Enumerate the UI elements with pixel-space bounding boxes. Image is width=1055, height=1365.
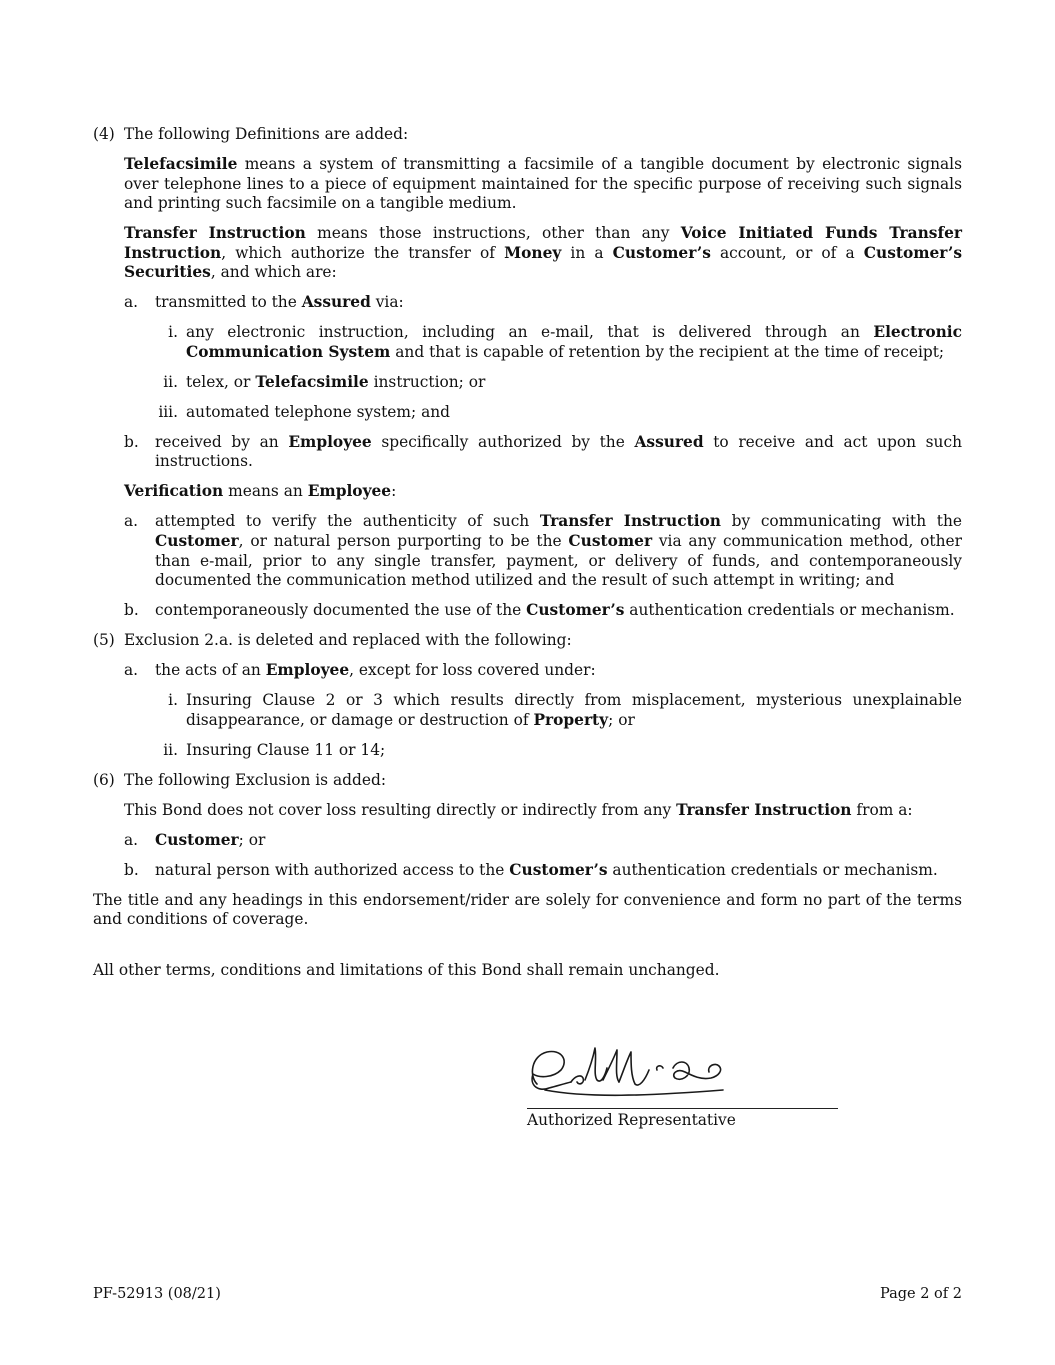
- list-item-transfer-a-iii: iii. automated telephone system; and: [158, 402, 451, 421]
- signature-label: Authorized Representative: [527, 1111, 736, 1129]
- list-item-exclusion-a-ii: ii. Insuring Clause 11 or 14;: [163, 740, 386, 759]
- footer-form-number: PF-52913 (08/21): [93, 1286, 221, 1302]
- unchanged-note: All other terms, conditions and limitations of this Bond shall remain unchanged.: [93, 960, 720, 979]
- section-5-intro: Exclusion 2.a. is deleted and replaced with the following:: [124, 631, 572, 650]
- list-item-transfer-a: a. transmitted to the Assured via:: [124, 293, 404, 312]
- list-item-transfer-b: b. received by an Employee specifically authorized by the Assured to receive and act upon such instructions.: [124, 432, 962, 471]
- term-telefacsimile: Telefacsimile: [124, 154, 238, 173]
- term-transfer-instruction: Transfer Instruction: [124, 224, 306, 243]
- section-5: [93, 631, 962, 651]
- list-item-transfer-a-ii: ii. telex, or Telefacsimile instruction; or: [163, 372, 486, 391]
- list-item-transfer-a-i: i. any electronic instruction, including an e-mail, that is delivered through an Electronic Communication System and that is capable of retention by the recipient at the time of receipt;: [168, 323, 962, 361]
- section-4: [93, 125, 962, 145]
- section-6-intro: The following Exclusion is added:: [124, 770, 387, 789]
- endorsement-body: [93, 125, 962, 980]
- section-6-body: This Bond does not cover loss resulting directly or indirectly from any Transfer Instruction from a:: [124, 800, 913, 819]
- definition-verification: Verification means an Employee:: [124, 482, 397, 501]
- list-item-verification-b: b. contemporaneously documented the use of the Customer’s authentication credentials or mechanism.: [124, 601, 955, 620]
- footer-page-number: Page 2 of 2: [880, 1286, 962, 1302]
- section-5-marker: (5): [93, 631, 115, 650]
- section-4-marker: (4): [93, 125, 115, 143]
- list-item-added-exclusion-a: a. Customer; or: [124, 830, 266, 849]
- definition-telefacsimile: Telefacsimile means a system of transmitting a facsimile of a tangible document by electronic signals over telephone lines to a piece of equipment maintained for the specific purpose of receiving such signals and printing such facsimile on a tangible medium.: [124, 154, 962, 213]
- headings-note: The title and any headings in this endorsement/rider are solely for convenience and form no part of the terms and conditions of coverage.: [93, 890, 962, 929]
- signature-block: [527, 1040, 839, 1131]
- section-6-marker: (6): [93, 770, 115, 789]
- signature-image: [527, 1040, 737, 1106]
- list-item-exclusion-a-i: i. Insuring Clause 2 or 3 which results directly from misplacement, mysterious unexplainable disappearance, or damage or destruction of Property; or: [168, 691, 962, 729]
- signature-line: [527, 1108, 838, 1109]
- section-4-intro: The following Definitions are added:: [124, 125, 409, 143]
- list-item-exclusion-a: a. the acts of an Employee, except for loss covered under:: [124, 661, 596, 680]
- definition-transfer-instruction: Transfer Instruction means those instructions, other than any Voice Initiated Funds Transfer Instruction, which authorize the transfer of Money in a Customer’s account, or of a Customer’s Securities, and which are:: [124, 224, 963, 282]
- list-item-verification-a: a. attempted to verify the authenticity of such Transfer Instruction by communicating with the Customer, or natural person purporting to be the Customer via any communication method, other than e-mail, prior to any single transfer, payment, or delivery of funds, and contemporaneously documented the communication method utilized and the result of such attempt in writing; and: [124, 512, 962, 590]
- section-6: [93, 771, 962, 791]
- list-item-added-exclusion-b: b. natural person with authorized access to the Customer’s authentication credentials or mechanism.: [124, 860, 938, 879]
- term-verification: Verification: [124, 482, 224, 501]
